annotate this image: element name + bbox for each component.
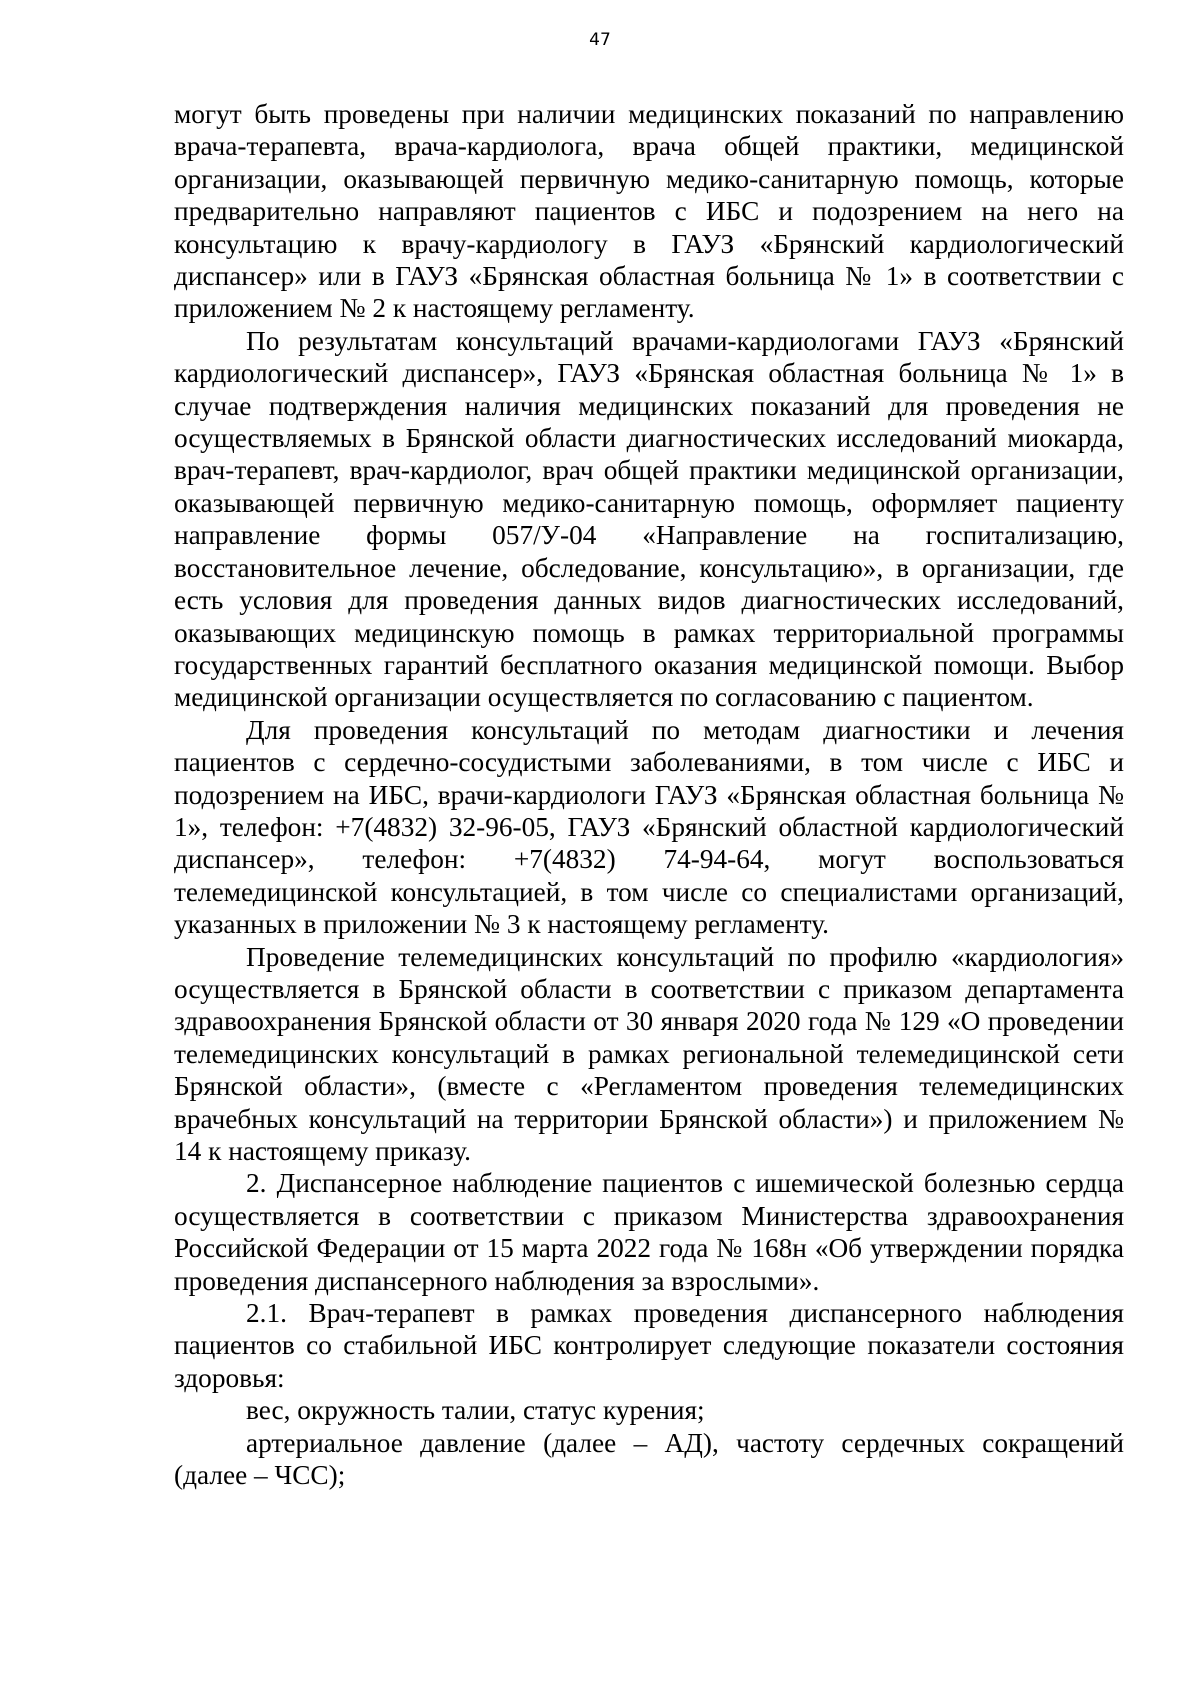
list-item-blood-pressure: артериальное давление (далее – АД), частоту сердечных сокращений (далее – ЧСС); — [174, 1427, 1124, 1491]
paragraph-telemedicine-order: Проведение телемедицинских консультаций по профилю «кардиология» осуществляется в Брянской области в соответствии с приказом департамента здравоохранения Брянской области от 30 января 2020 года № 129 «О проведении телемедицинских консультаций в рамках региональной телемедицинской сети Брянской области», (вместе с «Регламентом проведения телемедицинских врачебных консультаций на территории Брянской области») и приложением № 14 к настоящему приказу. — [174, 941, 1124, 1166]
document-body — [174, 98, 1124, 1491]
page-number: 47 — [589, 30, 611, 50]
paragraph-telemedicine-contacts: Для проведения консультаций по методам диагностики и лечения пациентов с сердечно-сосудистыми заболеваниями, в том числе с ИБС и подозрением на ИБС, врачи-кардиологи ГАУЗ «Брянская областная больница № 1», телефон: +7(4832) 32-96-05, ГАУЗ «Брянский областной кардиологический диспансер», телефон: +7(4832) 74-94-64, могут воспользоваться телемедицинской консультацией, в том числе со специалистами организаций, указанных в приложении № 3 к настоящему регламенту. — [174, 714, 1124, 940]
paragraph-referral-conditions: могут быть проведены при наличии медицинских показаний по направлению врача-терапевта, врача-кардиолога, врача общей практики, медицинской организации, оказывающей первичную медико-санитарную помощь, которые предварительно направляют пациентов с ИБС и подозрением на него на консультацию к врачу-кардиологу в ГАУЗ «Брянский кардиологический диспансер» или в ГАУЗ «Брянская областная больница № 1» в соответствии с приложением № 2 к настоящему регламенту. — [174, 99, 1124, 324]
list-item-weight: вес, окружность талии, статус курения; — [246, 1395, 705, 1426]
paragraph-dispensary-observation: 2. Диспансерное наблюдение пациентов с ишемической болезнью сердца осуществляется в соответствии с приказом Министерства здравоохранения Российской Федерации от 15 марта 2022 года № 168н «Об утверждении порядка проведения диспансерного наблюдения за взрослыми». — [174, 1168, 1124, 1296]
paragraph-therapist-control: 2.1. Врач-терапевт в рамках проведения диспансерного наблюдения пациентов со стабильной ИБС контролирует следующие показатели состояния здоровья: — [174, 1298, 1124, 1393]
paragraph-consultation-results: По результатам консультаций врачами-кардиологами ГАУЗ «Брянский кардиологический диспансер», ГАУЗ «Брянская областная больница № 1» в случае подтверждения наличия медицинских показаний для проведения не осуществляемых в Брянской области диагностических исследований миокарда, врач-терапевт, врач-кардиолог, врач общей практики медицинской организации, оказывающей первичную медико-санитарную помощь, оформляет пациенту направление формы 057/У-04 «Направление на госпитализацию, восстановительное лечение, обследование, консультацию», в организации, где есть условия для проведения данных видов диагностических исследований, оказывающих медицинскую помощь в рамках территориальной программы государственных гарантий бесплатного оказания медицинской помощи. Выбор медицинской организации осуществляется по согласованию с пациентом. — [174, 325, 1124, 713]
